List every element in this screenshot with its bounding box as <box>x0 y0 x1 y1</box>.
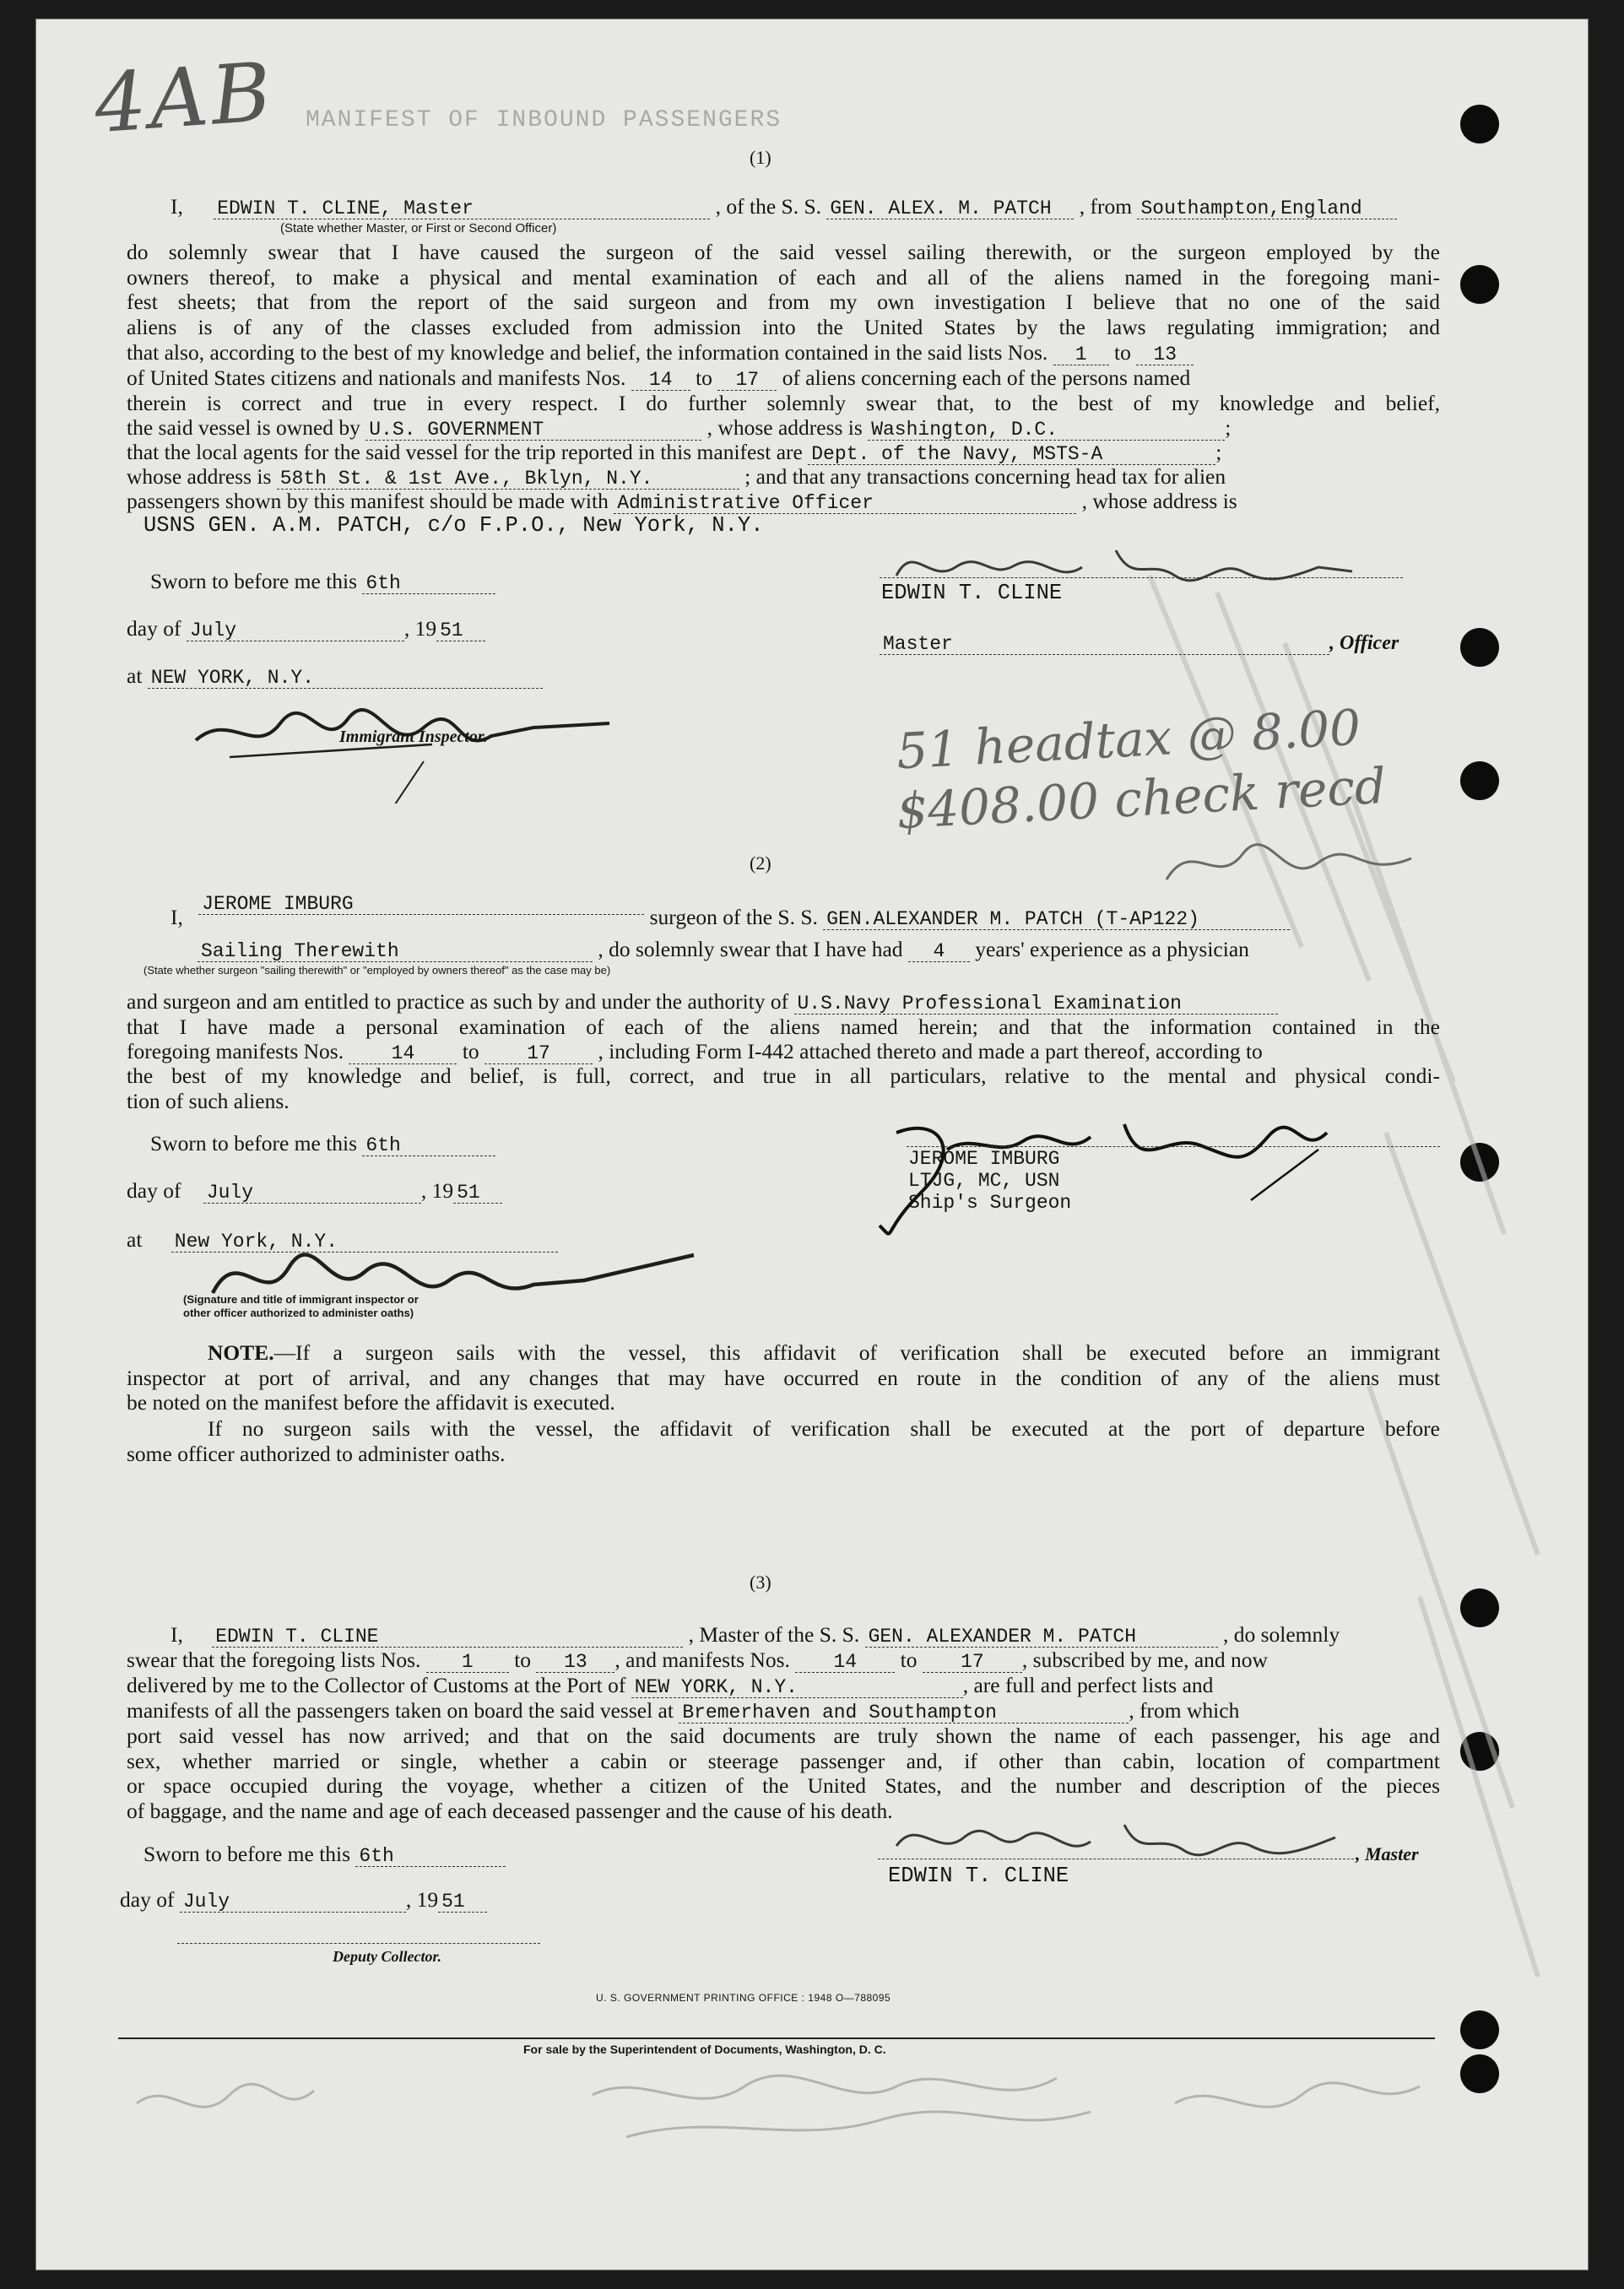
lists-line <box>127 340 1194 365</box>
label: delivered by me to the Collector of Customs at the Port of <box>127 1673 626 1697</box>
text-line: owners thereof, to make a physical and mental examination of each and all of the aliens named in the foregoing mani- <box>127 264 1440 290</box>
bleed-through-scribbles <box>120 2053 1437 2154</box>
surgeon-vessel: GEN.ALEXANDER M. PATCH (T-AP122) <box>823 909 1290 930</box>
label: manifests of all the passengers taken on board the said vessel at <box>127 1698 674 1723</box>
surgeon-rank: LTJG, MC, USN <box>908 1170 1060 1192</box>
label: I, <box>171 905 183 929</box>
text-line: fest sheets; that from the report of the said surgeon and from my own investigation I believe that no one of the said <box>127 290 1440 315</box>
head-tax-line <box>127 489 1237 514</box>
surgeon-signature-block <box>908 1148 1071 1214</box>
officer-note: (State whether Master, or First or Second Officer) <box>280 221 557 235</box>
label: I, <box>171 194 183 219</box>
lists-to: 13 <box>1136 344 1194 365</box>
status-line <box>171 937 1249 962</box>
for-sale-line: For sale by the Superintendent of Documents, Washington, D. C. <box>523 2043 886 2056</box>
date-line <box>120 1887 487 1913</box>
note-paragraph <box>127 1416 1440 1466</box>
lists-from: 1 <box>426 1652 509 1673</box>
signature-rule <box>880 577 1403 578</box>
label: of United States citizens and nationals and manifests Nos. <box>127 365 626 390</box>
text-line: some officer authorized to administer oaths. <box>127 1441 506 1466</box>
inspector-caption: (Signature and title of immigrant inspector or <box>183 1293 419 1306</box>
label: surgeon of the S. S. <box>649 905 818 929</box>
section-number: (1) <box>750 147 771 168</box>
inspector-caption: Immigrant Inspector. <box>339 728 488 746</box>
label: day of <box>127 1178 181 1203</box>
status-note: (State whether surgeon "sailing therewith" or "employed by owners thereof" as the case may be) <box>143 964 611 977</box>
manifests-to: 17 <box>484 1043 593 1064</box>
printing-office-line: U. S. GOVERNMENT PRINTING OFFICE : 1948 O—788095 <box>596 1992 891 2004</box>
label: , from which <box>1129 1698 1240 1723</box>
signature-rule <box>907 1146 1440 1147</box>
section-number: (2) <box>750 852 771 874</box>
vessel-owner: U.S. GOVERNMENT <box>365 419 701 441</box>
label: , Master of the S. S. <box>688 1622 860 1647</box>
collector-signature-rule <box>177 1943 540 1944</box>
handwritten-batch-number: 4AB <box>91 44 278 152</box>
label: , 19 <box>403 616 437 641</box>
head-tax-party: Administrative Officer <box>614 493 1076 514</box>
surgeon-line <box>171 893 1290 930</box>
label: , Officer <box>1329 632 1399 654</box>
manifests-to: 17 <box>717 370 777 391</box>
label: to <box>1114 340 1131 365</box>
master-typed-name: EDWIN T. CLINE <box>881 581 1063 605</box>
text-line: of baggage, and the name and age of each deceased passenger and the cause of his death. <box>127 1798 893 1823</box>
label: swear that the foregoing lists Nos. <box>127 1648 421 1672</box>
years-experience: 4 <box>908 941 970 962</box>
manifests-line <box>127 1039 1263 1064</box>
label: at <box>127 1227 143 1252</box>
text-line: port said vessel has now arrived; and that on the said documents are truly shown the name of each passenger, his age and <box>127 1724 1440 1748</box>
port-of-arrival: NEW YORK, N.Y. <box>631 1677 963 1698</box>
text-line: do solemnly swear that I have caused the surgeon of the said vessel sailing therewith, or the surgeon employed by the <box>127 240 1440 264</box>
ports-of-embarkation: Bremerhaven and Southampton <box>679 1702 1129 1724</box>
label: , 19 <box>405 1887 439 1912</box>
label: the said vessel is owned by <box>127 415 360 440</box>
label: to <box>462 1039 479 1063</box>
master-line <box>171 1622 1340 1648</box>
local-agents: Dept. of the Navy, MSTS-A <box>808 444 1215 465</box>
sworn-line <box>143 1842 506 1867</box>
collector-caption: Deputy Collector. <box>333 1948 441 1965</box>
affiant-line <box>171 194 1397 219</box>
label: that the local agents for the said vessel for the trip reported in this manifest are <box>127 440 803 464</box>
sworn-year: 51 <box>438 1891 487 1913</box>
label: , from <box>1079 194 1133 219</box>
label: , do solemnly <box>1222 1622 1340 1647</box>
date-line <box>127 616 485 641</box>
master-typed-name: EDWIN T. CLINE <box>888 1864 1069 1888</box>
label: , whose address is <box>1081 489 1237 513</box>
label: , of the S. S. <box>715 194 822 219</box>
text-line: aliens is of any of the classes excluded from admission into the United States by the laws regulating immigration; and <box>127 314 1440 339</box>
sworn-day: 6th <box>362 573 495 594</box>
agents-address-line <box>127 464 1226 490</box>
surgeon-status: Sailing Therewith <box>198 941 593 962</box>
label: passengers shown by this manifest should be made with <box>127 489 609 513</box>
label: , and manifests Nos. <box>614 1648 790 1672</box>
sworn-month: July <box>180 1891 406 1913</box>
agents-line: that the local agents for the said vessel for the trip reported in this manifest are Dept. of the Navy, MSTS-A ; <box>127 440 1222 465</box>
label: to <box>514 1648 532 1672</box>
lists-from: 1 <box>1053 344 1109 365</box>
text-line: If no surgeon sails with the vessel, the affidavit of verification shall be executed at the port of departure before <box>208 1416 1440 1441</box>
sworn-place: NEW YORK, N.Y. <box>148 668 543 689</box>
text-line: that I have made a personal examination of each of the aliens named herein; and that the information contained in the <box>127 1015 1440 1039</box>
text-line: be noted on the manifest before the affidavit is executed. <box>127 1390 615 1415</box>
practice-authority: U.S.Navy Professional Examination <box>794 993 1278 1015</box>
label: to <box>696 365 712 390</box>
text-line: tion of such aliens. <box>127 1088 290 1113</box>
inspector-caption: other officer authorized to administer oaths) <box>183 1307 414 1319</box>
label: Sworn to before me this <box>150 1131 358 1155</box>
manifests-from: 14 <box>631 370 690 391</box>
label: I, <box>171 1622 183 1647</box>
sworn-year: 51 <box>453 1182 502 1204</box>
text-line: the best of my knowledge and belief, is full, correct, and true in all particulars, relative to the mental and physical condi- <box>127 1063 1440 1088</box>
binder-hole-icon <box>1460 265 1499 304</box>
section-number: (3) <box>750 1572 771 1593</box>
oath-paragraph <box>127 240 1440 339</box>
label: , do solemnly swear that I have had <box>598 937 903 961</box>
label: Sworn to before me this <box>143 1842 351 1866</box>
vessel-name: GEN. ALEXANDER M. PATCH <box>865 1626 1218 1648</box>
handwritten-check-note: $408.00 check recd <box>895 756 1388 841</box>
manifests-from: 14 <box>349 1043 457 1064</box>
text-line: —If a surgeon sails with the vessel, this affidavit of verification shall be executed before an immigrant <box>273 1340 1440 1365</box>
label: foregoing manifests Nos. <box>127 1039 344 1063</box>
boarded-line <box>127 1698 1239 1724</box>
manifest-affidavit-page <box>35 19 1589 2270</box>
date-line <box>127 1178 502 1204</box>
text-line: or space occupied during the voyage, whether a citizen of the United States, and the number and description of the pieces <box>127 1773 1440 1799</box>
manifests-from: 14 <box>795 1652 895 1673</box>
label: years' experience as a physician <box>975 937 1249 961</box>
handwritten-head-tax-note: 51 headtax @ 8.00 <box>895 698 1362 781</box>
binder-hole-icon <box>1460 105 1499 143</box>
sworn-place: New York, N.Y. <box>171 1231 558 1253</box>
label: , are full and perfect lists and <box>962 1673 1214 1697</box>
manifests-to: 17 <box>923 1652 1022 1673</box>
label: Sworn to before me this <box>150 569 358 593</box>
officer-title: Master <box>880 634 1329 655</box>
sworn-month: July <box>187 620 404 641</box>
vessel-name: GEN. ALEX. M. PATCH <box>826 198 1074 219</box>
footer-rule <box>118 2037 1435 2039</box>
surgeon-typed-name: JEROME IMBURG <box>908 1148 1060 1170</box>
surgeon-name: JEROME IMBURG <box>198 894 644 915</box>
authority-line <box>127 989 1278 1015</box>
master-name: EDWIN T. CLINE <box>212 1626 683 1648</box>
origin-port: Southampton,England <box>1137 198 1397 219</box>
text-line: sex, whether married or single, whether a cabin or steerage passenger and, if other than cabin, location of compartment <box>127 1748 1440 1773</box>
label: at <box>127 663 143 688</box>
note-label: NOTE. <box>208 1340 274 1365</box>
label: , subscribed by me, and now <box>1021 1648 1268 1672</box>
label: day of <box>120 1887 175 1912</box>
label: , 19 <box>420 1178 454 1203</box>
sworn-day: 6th <box>362 1135 495 1156</box>
manifests-line <box>127 365 1190 391</box>
agents-address: 58th St. & 1st Ave., Bklyn, N.Y. <box>277 468 739 490</box>
sworn-year: 51 <box>436 620 485 641</box>
surgeon-title: Ship's Surgeon <box>908 1192 1072 1214</box>
sworn-line <box>150 1131 495 1156</box>
master-label: , Master <box>1356 1843 1419 1864</box>
head-tax-address: USNS GEN. A.M. PATCH, c/o F.P.O., New York, N.Y. <box>143 513 764 538</box>
sworn-line <box>150 569 495 594</box>
faded-reverse-header: MANIFEST OF INBOUND PASSENGERS <box>306 107 782 133</box>
label: that also, according to the best of my knowledge and belief, the information contained in the said lists Nos. <box>127 340 1048 365</box>
officer-line <box>880 630 1399 655</box>
note-paragraph <box>127 1340 1440 1415</box>
owner-address: Washington, D.C. <box>868 419 1225 441</box>
label: ; and that any transactions concerning head tax for alien <box>744 464 1226 489</box>
label: , whose address is <box>706 415 863 440</box>
sworn-month: July <box>203 1182 421 1204</box>
master-name: EDWIN T. CLINE, Master <box>214 198 710 219</box>
sworn-day: 6th <box>355 1846 506 1867</box>
handwritten-initials <box>1158 829 1428 905</box>
label: , including Form I-442 attached thereto and made a part thereof, according to <box>598 1039 1263 1063</box>
label: and surgeon and am entitled to practice as such by and under the authority of <box>127 989 789 1014</box>
text-line: inspector at port of arrival, and any changes that may have occurred en route in the condition of any of the aliens must <box>127 1365 1440 1390</box>
lists-to: 13 <box>536 1652 614 1673</box>
label: of aliens concerning each of the persons named <box>782 365 1191 390</box>
label: whose address is <box>127 464 272 489</box>
lists-line <box>127 1648 1268 1673</box>
port-line <box>127 1673 1213 1698</box>
owner-line: the said vessel is owned by U.S. GOVERNMENT , whose address is Washington, D.C. ; <box>127 415 1232 441</box>
label: to <box>900 1648 918 1672</box>
text-line: therein is correct and true in every respect. I do further solemnly swear that, to the best of my knowledge and belief, <box>127 391 1440 415</box>
label: day of <box>127 616 181 641</box>
